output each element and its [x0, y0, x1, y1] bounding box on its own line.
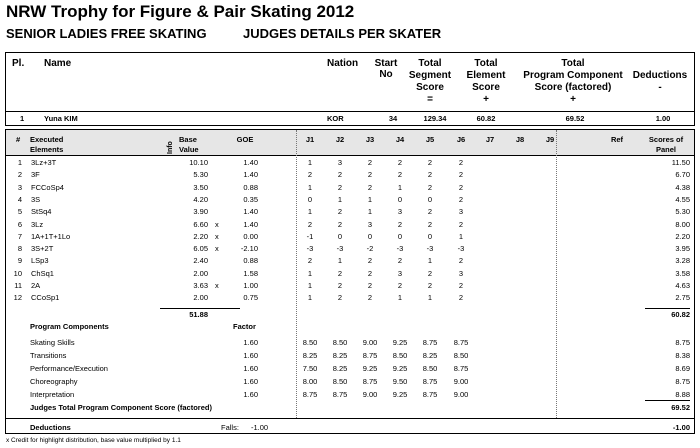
- component-judge-score: 9.00: [453, 390, 469, 399]
- header-scores: Scores of Panel: [648, 135, 684, 154]
- element-judge-score: 2: [397, 281, 403, 290]
- total-element-score: 60.82: [476, 114, 496, 123]
- segment-title: SENIOR LADIES FREE SKATING: [6, 26, 207, 41]
- element-name: 3F: [31, 170, 40, 180]
- element-judge-score: 1: [427, 293, 433, 303]
- component-factor: 1.60: [243, 364, 258, 373]
- header-judge-8: J8: [515, 135, 525, 144]
- header-total-segment: Total Segment Score =: [408, 58, 452, 105]
- element-judge-score: 1: [307, 268, 313, 278]
- element-name: 3Lz: [31, 219, 44, 229]
- element-judge-score: 2: [427, 281, 433, 290]
- header-deductions: Deductions -: [632, 70, 688, 93]
- element-goe: 0.88: [243, 182, 258, 192]
- element-judge-score: 2: [337, 182, 343, 192]
- component-panel-score: 8.75: [675, 377, 690, 386]
- component-judge-score: 8.75: [302, 390, 318, 399]
- element-goe: 1.40: [243, 158, 258, 167]
- element-judge-score: 2: [367, 158, 373, 167]
- element-name: LSp3: [31, 256, 49, 266]
- component-panel-score: 8.69: [675, 364, 690, 373]
- component-judge-score: 9.25: [362, 364, 378, 373]
- element-judge-score: -1: [306, 231, 314, 241]
- element-judge-score: 0: [367, 231, 373, 241]
- component-judge-score: 8.50: [453, 351, 469, 360]
- elements-base-total: 51.88: [189, 310, 208, 319]
- element-judge-score: 2: [397, 219, 403, 229]
- element-num: 1: [17, 158, 22, 167]
- element-judge-score: 3: [367, 219, 373, 229]
- element-judge-score: 1: [337, 256, 343, 266]
- element-name: 3S: [31, 194, 41, 204]
- component-judge-score: 9.25: [392, 338, 408, 347]
- element-base-value: 10.10: [189, 158, 208, 167]
- element-judge-score: 2: [427, 219, 433, 229]
- element-panel-score: 4.55: [675, 194, 690, 204]
- component-judge-score: 9.00: [362, 390, 378, 399]
- element-judge-score: 2: [458, 281, 464, 290]
- component-judge-score: 9.00: [362, 338, 378, 347]
- component-judge-score: 8.50: [332, 377, 348, 386]
- footnote: x Credit for highlight distribution, base value multiplied by 1.1: [6, 437, 181, 444]
- element-goe: 1.00: [243, 281, 258, 290]
- element-judge-score: 1: [307, 207, 313, 217]
- element-goe: 1.40: [243, 170, 258, 180]
- element-base-value: 3.63: [193, 281, 208, 290]
- element-base-value: 3.50: [193, 182, 208, 192]
- element-judge-score: 1: [427, 256, 433, 266]
- element-panel-score: 3.58: [675, 268, 690, 278]
- element-goe: 1.58: [243, 268, 258, 278]
- element-judge-score: 2: [367, 256, 373, 266]
- element-panel-score: 2.20: [675, 231, 690, 241]
- element-judge-score: -3: [396, 244, 404, 254]
- element-num: 10: [13, 268, 22, 278]
- element-judge-score: 2: [337, 219, 343, 229]
- element-base-value: 6.05: [193, 244, 208, 254]
- element-judge-score: 2: [337, 207, 343, 217]
- element-panel-score: 2.75: [675, 293, 690, 303]
- element-bonus-mark: x: [215, 244, 219, 254]
- element-goe: 1.40: [243, 207, 258, 217]
- component-judge-score: 8.75: [453, 364, 469, 373]
- element-judge-score: 1: [307, 182, 313, 192]
- element-judge-score: 2: [397, 158, 403, 167]
- element-goe: 0.35: [243, 194, 258, 204]
- element-name: 1A+1T+1Lo: [31, 231, 71, 241]
- component-judge-score: 8.50: [392, 351, 408, 360]
- element-judge-score: -3: [306, 244, 314, 254]
- element-judge-score: 2: [337, 281, 343, 290]
- element-base-value: 3.90: [193, 207, 208, 217]
- components-total: 69.52: [671, 403, 690, 412]
- header-name: Name: [44, 58, 72, 69]
- skater-start-no: 34: [388, 114, 398, 123]
- component-judge-score: 8.75: [362, 351, 378, 360]
- component-judge-score: 8.75: [422, 377, 438, 386]
- element-panel-score: 11.50: [671, 158, 690, 167]
- element-num: 4: [17, 194, 22, 204]
- element-num: 7: [17, 231, 22, 241]
- element-judge-score: 2: [458, 293, 464, 303]
- component-judge-score: 8.25: [422, 351, 438, 360]
- element-judge-score: 3: [458, 268, 464, 278]
- element-judge-score: 2: [458, 219, 464, 229]
- element-judge-score: 2: [367, 281, 373, 290]
- header-base: Base Value: [179, 135, 199, 154]
- components-header: Program Components: [30, 322, 109, 331]
- element-base-value: 6.60: [193, 219, 208, 229]
- element-name: 3S+2T: [31, 244, 54, 254]
- element-judge-score: 2: [427, 170, 433, 180]
- component-panel-score: 8.75: [675, 338, 690, 347]
- element-judge-score: 0: [397, 194, 403, 204]
- element-num: 3: [17, 182, 22, 192]
- component-name: Interpretation: [30, 390, 75, 399]
- element-bonus-mark: x: [215, 281, 219, 290]
- elements-score-total: 60.82: [671, 310, 690, 319]
- header-judge-4: J4: [395, 135, 405, 144]
- header-judge-2: J2: [335, 135, 345, 144]
- element-name: ChSq1: [31, 268, 54, 278]
- component-name: Choreography: [30, 377, 78, 386]
- factor-header: Factor: [233, 322, 256, 331]
- component-judge-score: 8.75: [362, 377, 378, 386]
- element-num: 6: [17, 219, 22, 229]
- header-judge-5: J5: [425, 135, 435, 144]
- header-place: Pl.: [12, 58, 25, 69]
- element-judge-score: 2: [367, 182, 373, 192]
- element-judge-score: 2: [337, 293, 343, 303]
- component-judge-score: 8.75: [453, 338, 469, 347]
- element-name: CCoSp1: [31, 293, 60, 303]
- header-judge-7: J7: [485, 135, 495, 144]
- element-panel-score: 3.95: [675, 244, 690, 254]
- component-factor: 1.60: [243, 390, 258, 399]
- total-segment-score: 129.34: [423, 114, 447, 123]
- element-judge-score: 1: [337, 194, 343, 204]
- header-nation: Nation: [327, 58, 359, 69]
- header-total-pcs: Total Program Component Score (factored) +: [523, 58, 623, 105]
- header-info: Info: [167, 141, 174, 154]
- element-goe: 0.75: [243, 293, 258, 303]
- element-panel-score: 3.28: [675, 256, 690, 266]
- element-panel-score: 4.38: [675, 182, 690, 192]
- element-judge-score: 2: [458, 158, 464, 167]
- element-base-value: 2.00: [193, 268, 208, 278]
- element-base-value: 2.20: [193, 231, 208, 241]
- element-judge-score: 0: [307, 194, 313, 204]
- header-num: #: [16, 135, 21, 144]
- component-judge-score: 7.50: [302, 364, 318, 373]
- element-judge-score: 0: [427, 231, 433, 241]
- component-factor: 1.60: [243, 351, 258, 360]
- element-judge-score: 1: [367, 194, 373, 204]
- component-judge-score: 9.00: [453, 377, 469, 386]
- element-judge-score: 1: [397, 182, 403, 192]
- element-num: 5: [17, 207, 22, 217]
- element-judge-score: 0: [397, 231, 403, 241]
- element-judge-score: 2: [427, 182, 433, 192]
- element-judge-score: 2: [397, 256, 403, 266]
- element-panel-score: 8.00: [675, 219, 690, 229]
- element-num: 8: [17, 244, 22, 254]
- element-panel-score: 5.30: [675, 207, 690, 217]
- element-base-value: 4.20: [193, 194, 208, 204]
- element-goe: 0.00: [243, 231, 258, 241]
- element-base-value: 5.30: [193, 170, 208, 180]
- element-judge-score: -3: [336, 244, 344, 254]
- component-judge-score: 8.50: [422, 364, 438, 373]
- element-goe: -2.10: [240, 244, 258, 254]
- element-judge-score: 1: [397, 293, 403, 303]
- component-judge-score: 8.50: [332, 338, 348, 347]
- header-goe: GOE: [236, 135, 254, 144]
- element-base-value: 2.40: [193, 256, 208, 266]
- header-start-no: Start No: [374, 58, 398, 80]
- report-title: JUDGES DETAILS PER SKATER: [243, 26, 442, 41]
- element-judge-score: 0: [427, 194, 433, 204]
- element-judge-score: -3: [426, 244, 434, 254]
- element-judge-score: 0: [337, 231, 343, 241]
- element-judge-score: 2: [458, 182, 464, 192]
- event-title: NRW Trophy for Figure & Pair Skating 2012: [6, 2, 355, 21]
- skater-name: Yuna KIM: [44, 114, 78, 123]
- element-num: 12: [13, 293, 22, 303]
- element-judge-score: 2: [307, 256, 313, 266]
- element-judge-score: 3: [337, 158, 343, 167]
- element-judge-score: 2: [307, 219, 313, 229]
- element-name: FCCoSp4: [31, 182, 64, 192]
- skater-nation: KOR: [327, 114, 344, 123]
- element-judge-score: 2: [427, 158, 433, 167]
- element-judge-score: 3: [458, 207, 464, 217]
- component-panel-score: 8.88: [675, 390, 690, 399]
- element-goe: 1.40: [243, 219, 258, 229]
- component-factor: 1.60: [243, 338, 258, 347]
- falls-value: -1.00: [251, 423, 269, 432]
- component-judge-score: 8.00: [302, 377, 318, 386]
- element-base-value: 2.00: [193, 293, 208, 303]
- element-judge-score: 2: [397, 170, 403, 180]
- element-judge-score: 1: [307, 281, 313, 290]
- element-judge-score: 2: [427, 207, 433, 217]
- element-name: StSq4: [31, 207, 52, 217]
- element-judge-score: -3: [457, 244, 465, 254]
- element-judge-score: 2: [367, 170, 373, 180]
- element-judge-score: 1: [307, 293, 313, 303]
- falls-label: Falls:: [221, 423, 239, 432]
- component-panel-score: 8.38: [675, 351, 690, 360]
- skater-rank: 1: [20, 114, 25, 123]
- element-name: 2A: [31, 281, 41, 290]
- element-num: 9: [17, 256, 22, 266]
- element-judge-score: 2: [367, 293, 373, 303]
- component-judge-score: 8.50: [302, 338, 318, 347]
- element-judge-score: 2: [337, 268, 343, 278]
- component-judge-score: 9.50: [392, 377, 408, 386]
- element-judge-score: 2: [367, 268, 373, 278]
- element-judge-score: 2: [427, 268, 433, 278]
- deductions-value: 1.00: [655, 114, 671, 123]
- element-panel-score: 4.63: [675, 281, 690, 290]
- deductions-total: -1.00: [672, 423, 690, 432]
- element-num: 11: [14, 281, 22, 290]
- element-name: 3Lz+3T: [31, 158, 57, 167]
- header-judge-3: J3: [365, 135, 375, 144]
- header-judge-6: J6: [456, 135, 466, 144]
- component-judge-score: 8.75: [422, 338, 438, 347]
- element-judge-score: 2: [458, 256, 464, 266]
- details-box: [5, 129, 695, 434]
- total-pcs: 69.52: [565, 114, 585, 123]
- component-judge-score: 8.75: [422, 390, 438, 399]
- header-ref: Ref: [610, 135, 624, 144]
- header-total-element: Total Element Score +: [466, 58, 506, 105]
- element-panel-score: 6.70: [675, 170, 690, 180]
- header-judge-1: J1: [305, 135, 315, 144]
- element-num: 2: [17, 170, 22, 180]
- component-judge-score: 8.75: [332, 390, 348, 399]
- element-judge-score: 3: [397, 268, 403, 278]
- component-name: Performance/Execution: [30, 364, 108, 373]
- components-total-label: Judges Total Program Component Score (factored): [30, 403, 212, 412]
- element-bonus-mark: x: [215, 231, 219, 241]
- element-judge-score: 1: [458, 231, 464, 241]
- element-judge-score: 1: [307, 158, 313, 167]
- component-judge-score: 8.25: [332, 364, 348, 373]
- column-separator: [556, 130, 557, 418]
- element-judge-score: 2: [458, 194, 464, 204]
- element-judge-score: 2: [307, 170, 313, 180]
- component-judge-score: 9.25: [392, 390, 408, 399]
- component-judge-score: 8.25: [332, 351, 348, 360]
- element-judge-score: 2: [337, 170, 343, 180]
- element-judge-score: 1: [367, 207, 373, 217]
- column-separator: [296, 130, 297, 418]
- element-goe: 0.88: [243, 256, 258, 266]
- element-bonus-mark: x: [215, 219, 219, 229]
- component-factor: 1.60: [243, 377, 258, 386]
- element-judge-score: -2: [366, 244, 374, 254]
- component-name: Transitions: [30, 351, 67, 360]
- details-header-shade: [6, 130, 694, 155]
- component-judge-score: 9.25: [392, 364, 408, 373]
- component-judge-score: 8.25: [302, 351, 318, 360]
- deductions-label: Deductions: [30, 423, 71, 432]
- component-name: Skating Skills: [30, 338, 75, 347]
- element-judge-score: 2: [458, 170, 464, 180]
- header-judge-9: J9: [545, 135, 555, 144]
- element-judge-score: 3: [397, 207, 403, 217]
- header-executed: Executed Elements: [30, 135, 64, 154]
